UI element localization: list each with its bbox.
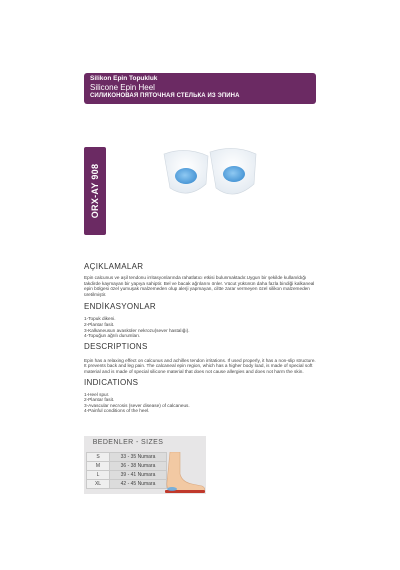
table-row xyxy=(87,453,167,462)
list-item: 4-Topuğun ağrılı durumları. xyxy=(84,333,141,339)
list-item: 2-Plantar fasit. xyxy=(84,321,115,327)
aciklamalar-text: Epin calcunus ve aşil tendonu irritasyonlarında rahatlatıcı etkisi bulunmaktadır.Uygun bir şekilde kullanıldığı takdirde kaymayan bir yapıya sahiptir. Bel ve bacak ağrılarını önler. Vücut yükünün daha fazla bindiği kalkaneal epin bölgesi özel yumuşak malzemeden olup alerji yapmayan, ciltte zarar vermeyen özel silikon malzemeden üretilmiştir. xyxy=(84,275,315,297)
size-range: 42 - 45 Numara xyxy=(110,480,167,489)
descriptions-heading: DESCRIPTIONS xyxy=(84,341,148,351)
endikasyonlar-heading: ENDİKASYONLAR xyxy=(84,302,156,312)
size-label: L xyxy=(87,471,110,480)
foot-illustration xyxy=(160,452,206,494)
indications-heading: INDICATIONS xyxy=(84,377,139,387)
product-image xyxy=(156,144,266,206)
heel-cup-illustration xyxy=(156,144,266,206)
endikasyonlar-list xyxy=(84,316,319,338)
product-header xyxy=(84,73,316,104)
size-label: M xyxy=(87,462,110,471)
table-row xyxy=(87,462,167,471)
descriptions-text: Epin has a relaxing effect on calcunus and achilles tendon irritations. If used properly, it has a non-slip structure. It prevents back and leg pain. The calcaneal epin region, which has a higher body load, is made of special soft material and is made of special silicone material that does not cause allergies and does not harm the skin. xyxy=(84,357,316,374)
list-item: 4-Painful conditions of the heel. xyxy=(84,408,150,414)
foot-icon xyxy=(160,452,206,494)
size-chart-title: BEDENLER - SIZES xyxy=(92,439,164,446)
aciklamalar-heading: AÇIKLAMALAR xyxy=(84,262,144,271)
title-turkish: Silikon Epin Topukluk xyxy=(90,75,158,82)
table-row xyxy=(87,471,167,480)
title-russian: СИЛИКОНОВАЯ ПЯТОЧНАЯ СТЕЛЬКА ИЗ ЭПИНА xyxy=(90,93,240,99)
size-range: 36 - 38 Numara xyxy=(110,462,167,471)
list-item: 3-Avascular necrosis (sever disease) of calcaneus. xyxy=(84,402,190,408)
table-row xyxy=(87,480,167,489)
title-english: Silicone Epin Heel xyxy=(90,83,155,92)
indications-list xyxy=(84,392,319,414)
list-item: 3-Kalkaneusun avasküler nekrozu(sever hastalığı). xyxy=(84,327,190,333)
description-content xyxy=(84,262,319,414)
size-label: XL xyxy=(87,480,110,489)
product-code-bar xyxy=(84,147,106,235)
list-item: 1-Heel spur. xyxy=(84,391,110,397)
list-item: 2-Plantar fasit. xyxy=(84,397,115,403)
product-code: ORX-AY 908 xyxy=(90,163,100,219)
size-range: 33 - 35 Numara xyxy=(110,453,167,462)
size-table xyxy=(86,452,167,489)
list-item: 1-Topuk dikeni. xyxy=(84,316,116,322)
size-label: S xyxy=(87,453,110,462)
size-range: 39 - 41 Numara xyxy=(110,471,167,480)
